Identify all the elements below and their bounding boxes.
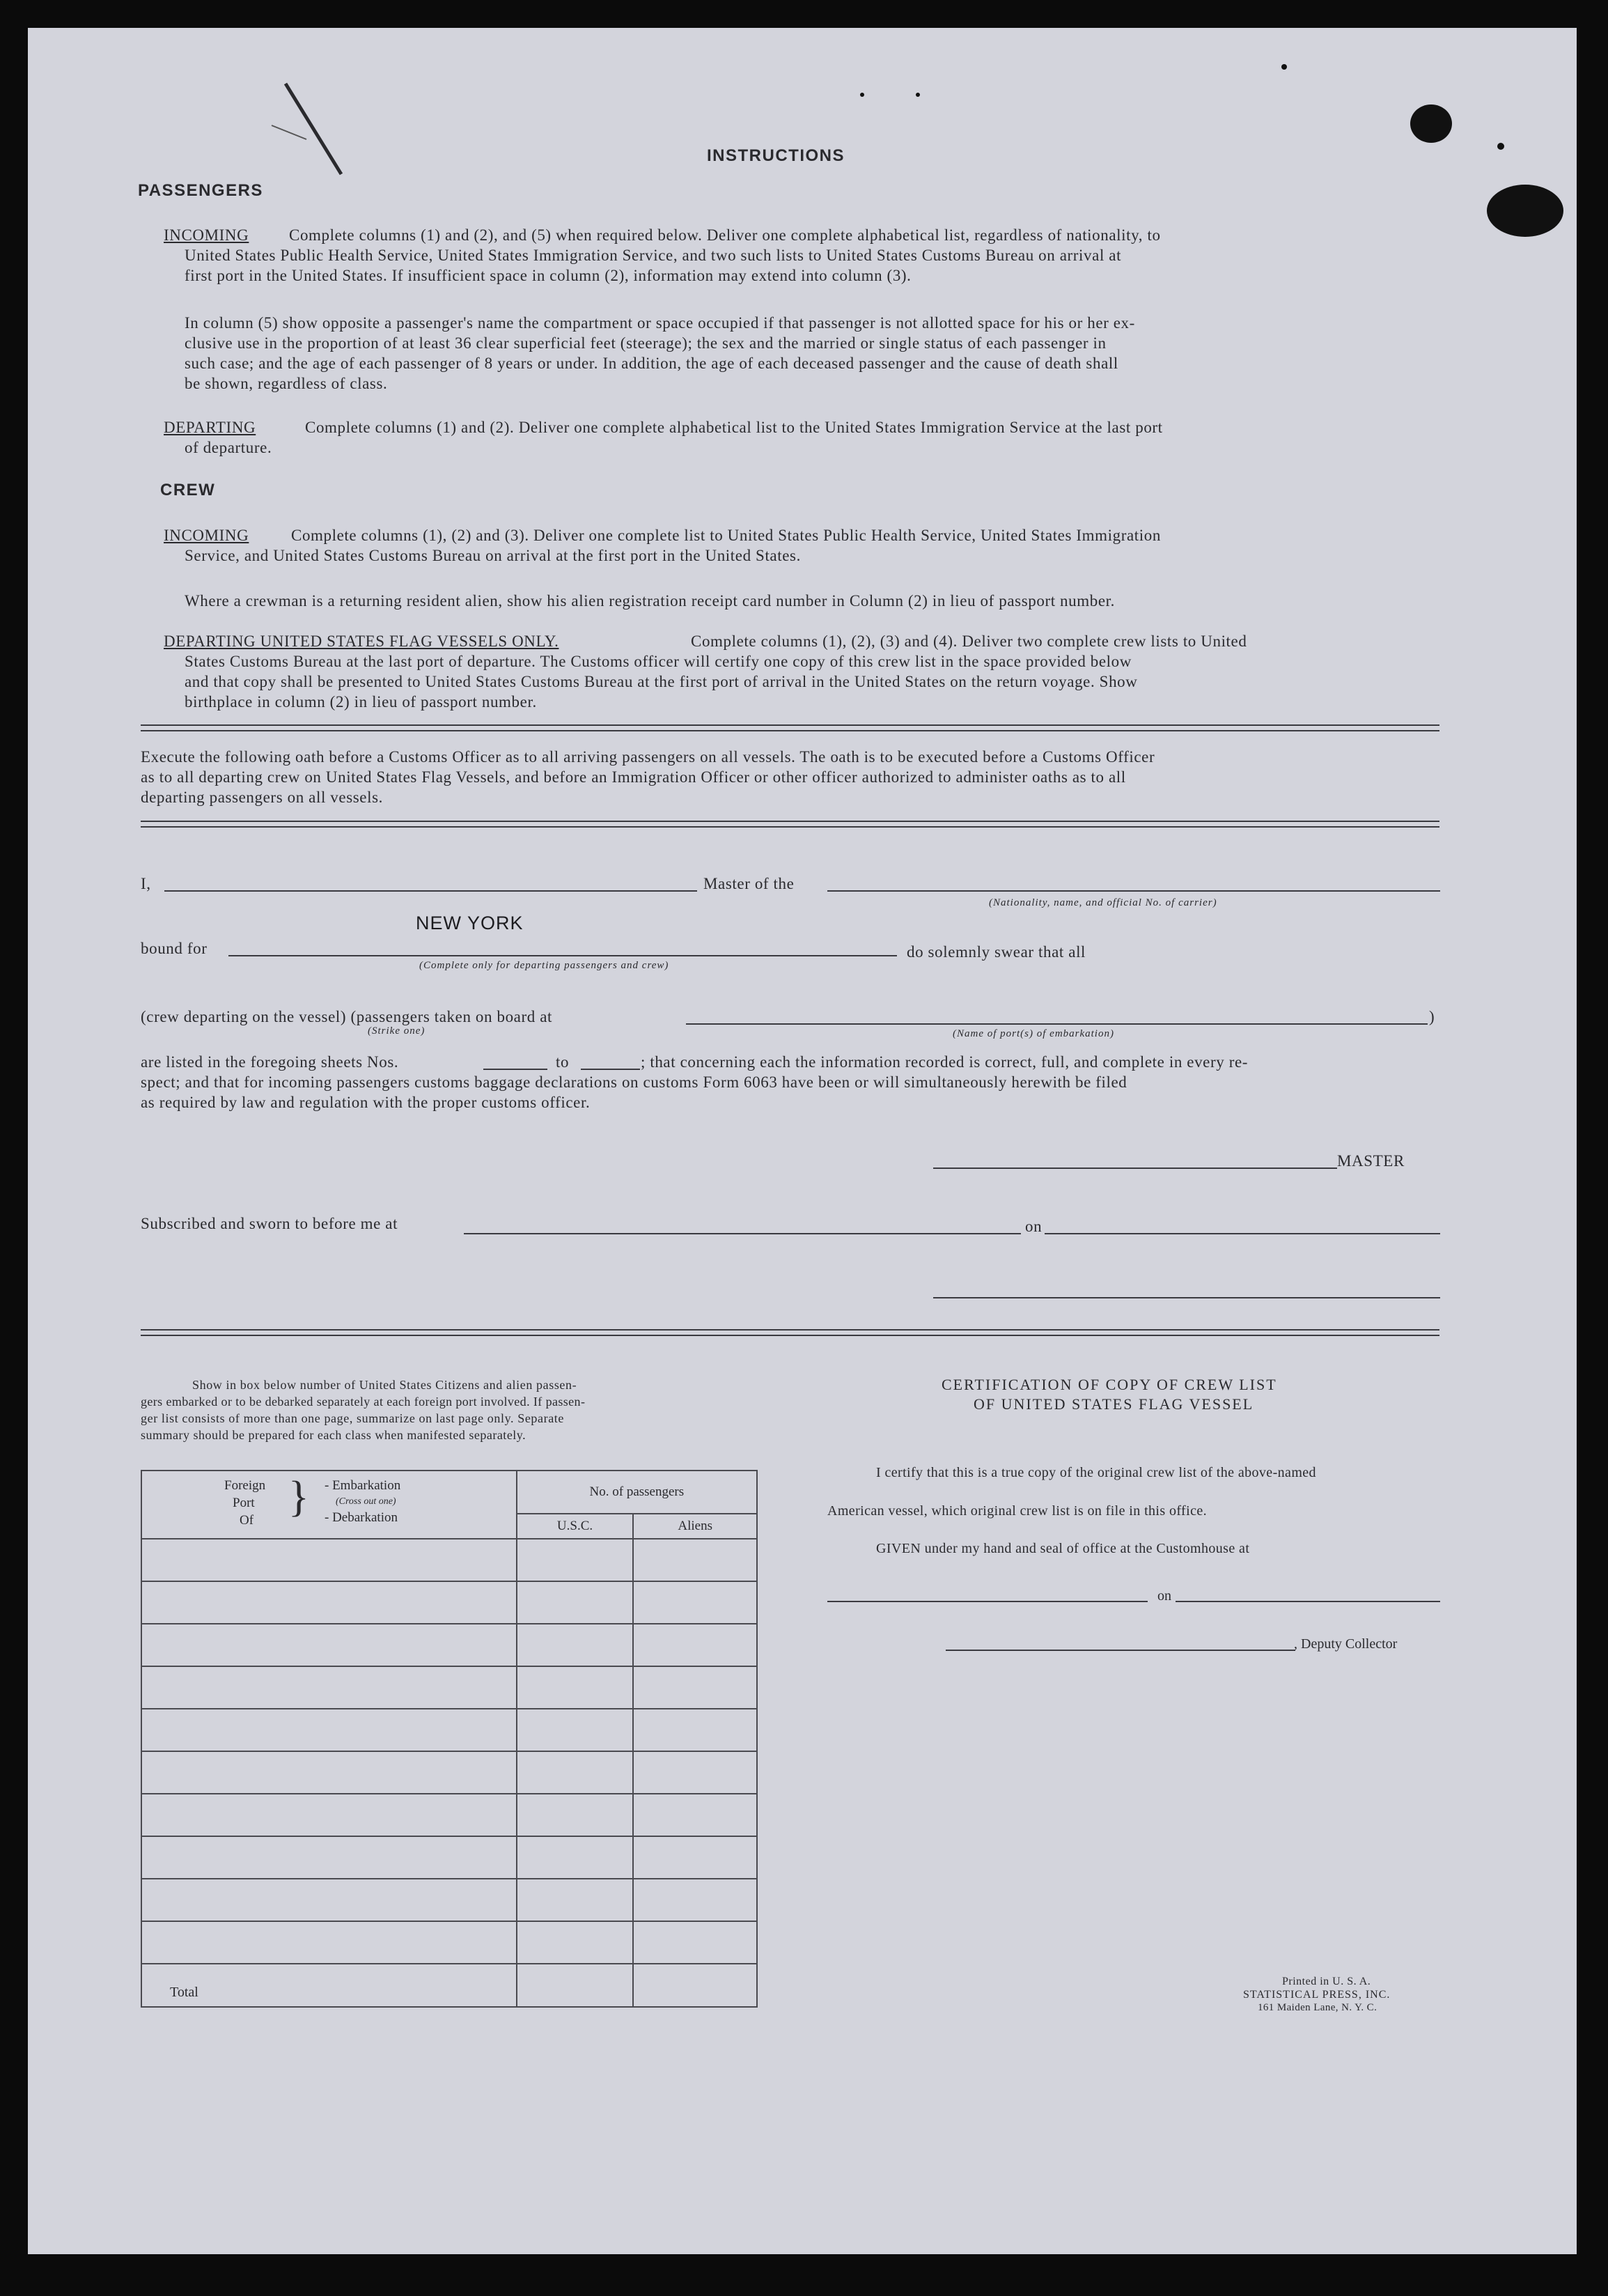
departing-crew-text: and that copy shall be presented to United States Customs Bureau at the first port of arrival in the United States on the return voyage. Show — [185, 673, 1138, 690]
name-of-ports-caption: (Name of port(s) of embarkation) — [953, 1028, 1114, 1039]
departing-crew-text: States Customs Bureau at the last port of departure. The Customs officer will certify one copy of this crew list in the space provided below — [185, 653, 1132, 670]
port-cell[interactable] — [141, 1581, 517, 1624]
incoming-crew-text: Service, and United States Customs Bureau on arrival at the first port in the United States. — [185, 547, 801, 564]
port-cell[interactable] — [141, 1794, 517, 1836]
port-label: Port — [233, 1496, 255, 1510]
document-page — [28, 28, 1577, 2254]
customhouse-field[interactable] — [827, 1601, 1148, 1602]
port-cell[interactable] — [141, 1709, 517, 1751]
oath-instructions: departing passengers on all vessels. — [141, 789, 383, 806]
column5-text: be shown, regardless of class. — [185, 375, 388, 392]
aliens-cell[interactable] — [633, 1921, 757, 1964]
vessel-field[interactable] — [827, 890, 1440, 892]
aliens-cell[interactable] — [633, 1624, 757, 1666]
aliens-cell[interactable] — [633, 1794, 757, 1836]
incoming-passengers-text: first port in the United States. If insufficient space in column (2), information may extend into column (3). — [185, 267, 912, 284]
cert-date-field[interactable] — [1176, 1601, 1440, 1602]
column5-text: such case; and the age of each passenger of 8 years or under. In addition, the age of each deceased passenger and the cause of death shall — [185, 355, 1118, 372]
port-cell[interactable] — [141, 1666, 517, 1709]
usc-cell[interactable] — [517, 1539, 634, 1581]
port-cell[interactable] — [141, 1879, 517, 1921]
sheet-from-field[interactable] — [483, 1069, 547, 1070]
aliens-total-cell[interactable] — [633, 1964, 757, 2007]
port-cell[interactable] — [141, 1836, 517, 1879]
usc-cell[interactable] — [517, 1879, 634, 1921]
master-name-field[interactable] — [164, 890, 697, 892]
divider — [141, 1329, 1439, 1336]
sworn-on-label: on — [1025, 1218, 1043, 1235]
usc-cell[interactable] — [517, 1624, 634, 1666]
bound-for-field[interactable] — [228, 955, 897, 956]
oath-instructions: as to all departing crew on United States Flag Vessels, and before an Immigration Officer or other officer authorized to administer oaths as to all — [141, 768, 1126, 786]
complete-only-caption: (Complete only for departing passengers and crew) — [419, 960, 669, 971]
embarkation-option[interactable]: - Embarkation — [325, 1478, 401, 1493]
foreign-label: Foreign — [224, 1478, 266, 1493]
scratch-mark — [265, 77, 362, 181]
crew-heading: CREW — [160, 481, 216, 499]
table-row — [141, 1539, 757, 1581]
departing-label: DEPARTING — [164, 419, 256, 436]
passenger-summary-table — [141, 1470, 758, 2008]
table-row — [141, 1794, 757, 1836]
aliens-cell[interactable] — [633, 1879, 757, 1921]
given-text: GIVEN under my hand and seal of office at the Customhouse at — [876, 1541, 1250, 1556]
usc-cell[interactable] — [517, 1581, 634, 1624]
ink-speck — [916, 93, 920, 97]
total-row — [141, 1964, 757, 2007]
incoming-crew-text: Complete columns (1), (2) and (3). Deliver one complete list to United States Public Health Service, United States Immigration — [291, 527, 1161, 544]
cert-on-label: on — [1157, 1588, 1171, 1604]
printer-imprint: Printed in U. S. A. — [1282, 1976, 1371, 1987]
listed-text: are listed in the foregoing sheets Nos. — [141, 1053, 399, 1071]
oath-instructions: Execute the following oath before a Customs Officer as to all arriving passengers on all vessels. The oath is to be executed before a Customs Officer — [141, 748, 1155, 766]
box-note: gers embarked or to be debarked separately at each foreign port involved. If passen- — [141, 1395, 586, 1409]
aliens-cell[interactable] — [633, 1581, 757, 1624]
cert-text: I certify that this is a true copy of the original crew list of the above-named — [876, 1465, 1316, 1480]
ink-blot — [1410, 104, 1452, 143]
deputy-collector-label: , Deputy Collector — [1294, 1636, 1398, 1652]
aliens-cell[interactable] — [633, 1539, 757, 1581]
no-of-passengers-header: No. of passengers — [517, 1471, 757, 1514]
master-label: MASTER — [1337, 1152, 1405, 1170]
column5-text: In column (5) show opposite a passenger's name the compartment or space occupied if that passenger is not allotted space for his or her ex- — [185, 314, 1135, 332]
aliens-cell[interactable] — [633, 1836, 757, 1879]
aliens-cell[interactable] — [633, 1751, 757, 1794]
table-header-row — [141, 1471, 757, 1514]
ink-blot — [1487, 185, 1563, 237]
aliens-header: Aliens — [633, 1514, 757, 1539]
usc-cell[interactable] — [517, 1794, 634, 1836]
sworn-place-field[interactable] — [464, 1233, 1021, 1234]
incoming-label: INCOMING — [164, 226, 249, 244]
deputy-collector-signature-field[interactable] — [946, 1650, 1295, 1651]
port-header-cell — [141, 1471, 517, 1539]
table-row — [141, 1581, 757, 1624]
departing-crew-text: birthplace in column (2) in lieu of passport number. — [185, 693, 537, 711]
usc-cell[interactable] — [517, 1666, 634, 1709]
close-paren: ) — [1429, 1008, 1435, 1025]
ink-speck — [860, 93, 864, 97]
table-row — [141, 1624, 757, 1666]
incoming-crew-label: INCOMING — [164, 527, 249, 544]
table-row — [141, 1879, 757, 1921]
departing-passengers-text: of departure. — [185, 439, 272, 456]
printer-imprint: 161 Maiden Lane, N. Y. C. — [1258, 2002, 1377, 2013]
crewman-text: Where a crewman is a returning resident alien, show his alien registration receipt card number in Column (2) in lieu of passport number. — [185, 592, 1115, 610]
printer-imprint: STATISTICAL PRESS, INC. — [1243, 1989, 1391, 2001]
table-row — [141, 1921, 757, 1964]
usc-total-cell[interactable] — [517, 1964, 634, 2007]
bound-for-value[interactable]: NEW YORK — [416, 913, 524, 933]
total-label: Total — [141, 1964, 517, 2007]
instructions-title: INSTRUCTIONS — [707, 146, 845, 165]
crew-departing-text: (crew departing on the vessel) (passengers taken on board at — [141, 1008, 552, 1025]
master-signature-field[interactable] — [933, 1168, 1337, 1169]
departing-crew-text: Complete columns (1), (2), (3) and (4). Deliver two complete crew lists to United — [691, 633, 1247, 650]
cross-out-caption: (Cross out one) — [336, 1496, 396, 1507]
cert-text: American vessel, which original crew list is on file in this office. — [827, 1503, 1208, 1519]
sworn-date-field[interactable] — [1045, 1233, 1440, 1234]
divider — [141, 821, 1439, 828]
of-label: Of — [240, 1513, 254, 1528]
usc-cell[interactable] — [517, 1836, 634, 1879]
sheet-to-field[interactable] — [581, 1069, 640, 1070]
nationality-caption: (Nationality, name, and official No. of carrier) — [989, 897, 1217, 908]
incoming-passengers-text: Complete columns (1) and (2), and (5) when required below. Deliver one complete alphabetical list, regardless of nationality, to — [289, 226, 1161, 244]
listed-to-label: to — [556, 1053, 570, 1071]
strike-one-caption: (Strike one) — [368, 1025, 426, 1037]
listed-text: spect; and that for incoming passengers customs baggage declarations on customs Form 6063 have been or will simultaneously herewith be filed — [141, 1073, 1127, 1091]
box-note: Show in box below number of United States Citizens and alien passen- — [192, 1378, 577, 1392]
cert-title: CERTIFICATION OF COPY OF CREW LIST — [942, 1376, 1277, 1393]
subscribed-text: Subscribed and sworn to before me at — [141, 1215, 398, 1232]
embarkation-port-field[interactable] — [686, 1023, 1428, 1025]
listed-text: ; that concerning each the information recorded is correct, full, and complete in every re- — [641, 1053, 1249, 1071]
table-row — [141, 1666, 757, 1709]
column5-text: clusive use in the proportion of at least 36 clear superficial feet (steerage); the sex and the married or single status of each passenger in — [185, 334, 1107, 352]
departing-us-flag-label: DEPARTING UNITED STATES FLAG VESSELS ONLY. — [164, 633, 559, 650]
do-solemnly-text: do solemnly swear that all — [907, 943, 1086, 961]
brace-icon: } — [288, 1473, 309, 1521]
passengers-heading: PASSENGERS — [138, 181, 263, 200]
divider — [141, 724, 1439, 731]
officer-signature-field[interactable] — [933, 1297, 1440, 1298]
port-cell[interactable] — [141, 1539, 517, 1581]
port-cell[interactable] — [141, 1624, 517, 1666]
usc-header: U.S.C. — [517, 1514, 634, 1539]
box-note: ger list consists of more than one page, summarize on last page only. Separate — [141, 1411, 564, 1425]
aliens-cell[interactable] — [633, 1666, 757, 1709]
port-cell[interactable] — [141, 1751, 517, 1794]
table-row — [141, 1836, 757, 1879]
ink-speck — [1497, 143, 1504, 150]
usc-cell[interactable] — [517, 1921, 634, 1964]
aliens-cell[interactable] — [633, 1709, 757, 1751]
port-cell[interactable] — [141, 1921, 517, 1964]
box-note: summary should be prepared for each class when manifested separately. — [141, 1428, 526, 1442]
listed-text: as required by law and regulation with the proper customs officer. — [141, 1094, 591, 1111]
departing-passengers-text: Complete columns (1) and (2). Deliver one complete alphabetical list to the United States Immigration Service at the last port — [305, 419, 1163, 436]
bound-for-label: bound for — [141, 940, 208, 957]
debarkation-option[interactable]: - Debarkation — [325, 1510, 398, 1525]
cert-title: OF UNITED STATES FLAG VESSEL — [974, 1395, 1254, 1413]
oath-i-label: I, — [141, 875, 151, 892]
ink-speck — [1281, 64, 1287, 70]
table-row — [141, 1751, 757, 1794]
incoming-passengers-text: United States Public Health Service, United States Immigration Service, and two such lists to United States Customs Bureau on arrival at — [185, 247, 1122, 264]
master-of-the-label: Master of the — [703, 875, 795, 892]
table-row — [141, 1709, 757, 1751]
usc-cell[interactable] — [517, 1751, 634, 1794]
usc-cell[interactable] — [517, 1709, 634, 1751]
